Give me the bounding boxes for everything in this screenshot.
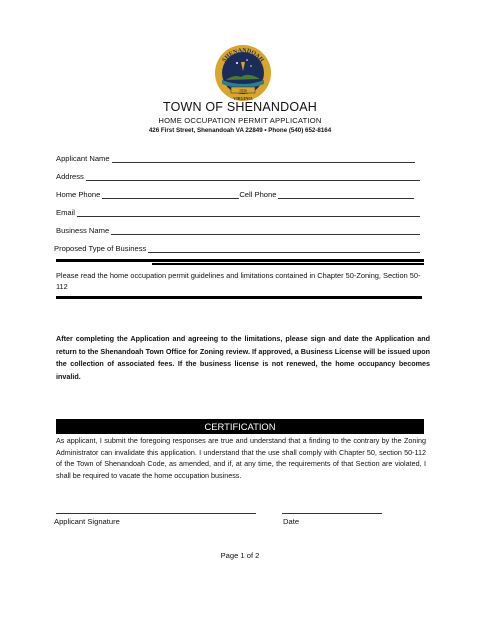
business-type-field[interactable] bbox=[54, 244, 420, 253]
business-type-line[interactable] bbox=[148, 244, 420, 253]
email-line[interactable] bbox=[77, 208, 420, 217]
date-label: Date bbox=[283, 517, 300, 526]
page-number: Page 1 of 2 bbox=[220, 551, 260, 560]
applicant-signature-line[interactable] bbox=[56, 513, 256, 514]
cell-phone-label: Cell Phone bbox=[239, 190, 277, 199]
home-phone-field[interactable] bbox=[56, 190, 414, 199]
svg-text:VIRGINIA: VIRGINIA bbox=[233, 96, 253, 101]
applicant-name-field[interactable] bbox=[56, 154, 415, 163]
svg-text:1836: 1836 bbox=[239, 87, 247, 93]
address-line[interactable] bbox=[86, 172, 420, 181]
applicant-name-label: Applicant Name bbox=[56, 154, 110, 163]
certification-text: As applicant, I submit the foregoing responses are true and understand that a finding to the contrary by the Zoning Administrator can invalidate this application. I understand that the use shall comply with Chapter 50, section 50-112 of the Town of Shenandoah Code, as amended, and if, at any time, the requirements of that Section are violated, I shall be required to vacate the home occupation business. bbox=[56, 436, 426, 480]
address-label: Address bbox=[56, 172, 84, 181]
business-name-line[interactable] bbox=[111, 226, 420, 235]
certification-heading: CERTIFICATION bbox=[56, 419, 424, 434]
date-line[interactable] bbox=[282, 513, 382, 514]
divider-top-secondary bbox=[152, 263, 424, 265]
applicant-signature-label: Applicant Signature bbox=[54, 517, 120, 526]
divider-top bbox=[56, 259, 424, 262]
home-phone-line[interactable] bbox=[102, 190, 239, 199]
svg-text:SHENANDOAH: SHENANDOAH bbox=[221, 47, 265, 64]
cell-phone-line[interactable] bbox=[278, 190, 414, 199]
address-field[interactable] bbox=[56, 172, 420, 181]
office-address: 426 First Street, Shenandoah VA 22849 • Phone (540) 652-8164 bbox=[148, 127, 332, 134]
email-field[interactable] bbox=[56, 208, 420, 217]
town-name: TOWN OF SHENANDOAH bbox=[162, 100, 318, 114]
guidelines-note: Please read the home occupation permit guidelines and limitations contained in Chapter 50-Zoning, Section 50-112 bbox=[56, 271, 421, 291]
applicant-name-line[interactable] bbox=[112, 154, 415, 163]
home-phone-label: Home Phone bbox=[56, 190, 101, 199]
submission-instructions: After completing the Application and agreeing to the limitations, please sign and date the Application and return to the Shenandoah Town Office for Zoning review. If approved, a Business License will be issued upon the collection of associated fees. If the business license is not renewed, the home occupancy becomes invalid. bbox=[56, 334, 430, 381]
email-label: Email bbox=[56, 208, 75, 217]
divider-bottom bbox=[56, 296, 422, 299]
form-title: HOME OCCUPATION PERMIT APPLICATION bbox=[158, 116, 322, 125]
business-type-label: Proposed Type of Business bbox=[54, 244, 147, 253]
town-seal-logo bbox=[214, 44, 272, 102]
business-name-field[interactable] bbox=[56, 226, 420, 235]
business-name-label: Business Name bbox=[56, 226, 110, 235]
